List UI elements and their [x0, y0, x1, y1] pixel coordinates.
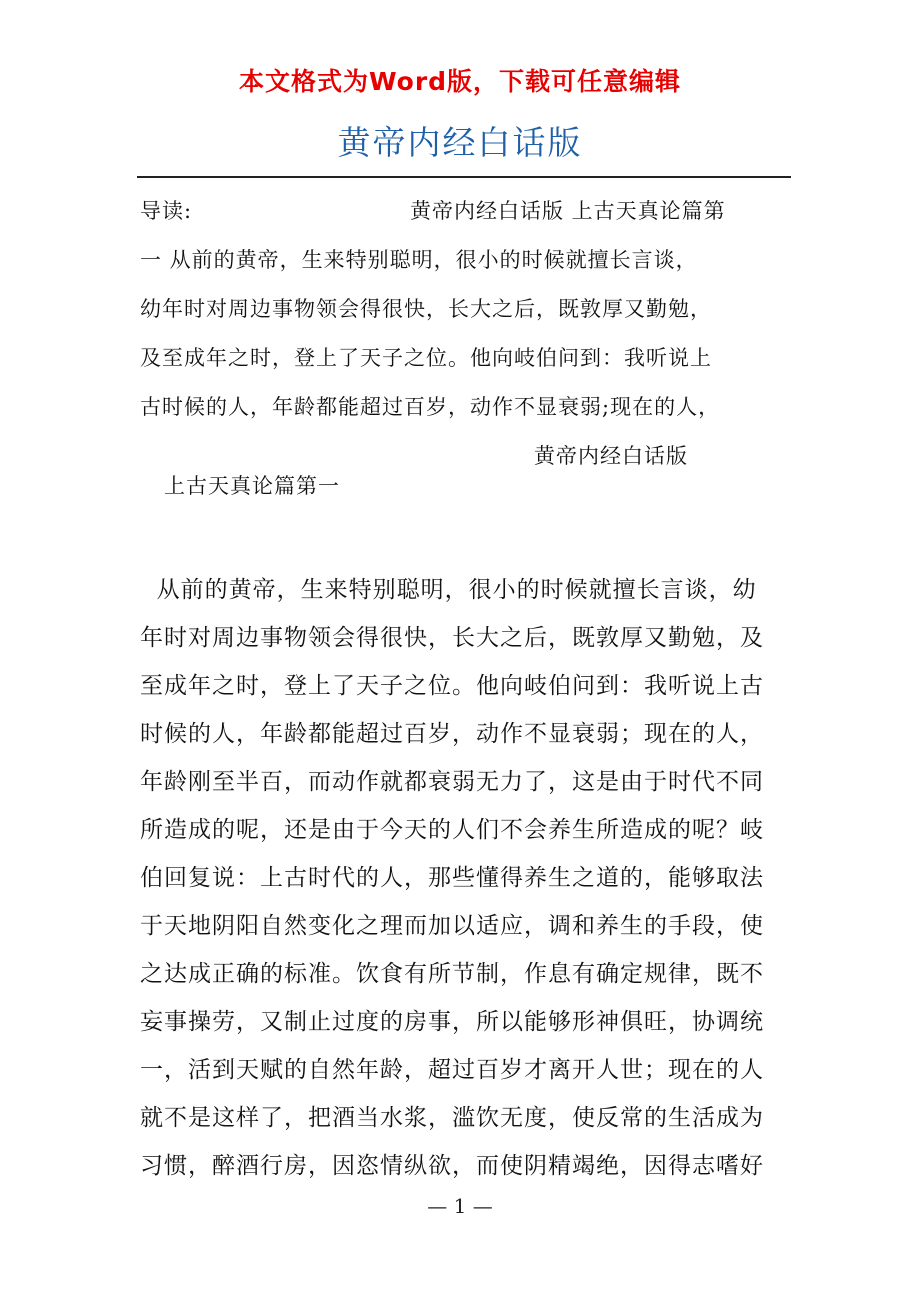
body-line: 从前的黄帝，生来特别聪明，很小的时候就擅长言谈，幼: [140, 577, 757, 603]
body-line: 年时对周边事物领会得很快，长大之后，既敦厚又勤勉，及: [140, 625, 764, 651]
summary-first-line: [140, 187, 786, 236]
page-number: — 1 —: [427, 1194, 493, 1218]
summary-line: 一 从前的黄帝，生来特别聪明，很小的时候就擅长言谈，: [140, 248, 698, 272]
summary-first-line-text: 黄帝内经白话版 上古天真论篇第: [410, 199, 726, 223]
body-line: 于天地阴阳自然变化之理而加以适应，调和养生的手段，使: [140, 913, 764, 939]
summary-line: 及至成年之时，登上了天子之位。他向岐伯问到：我听说上: [140, 346, 712, 370]
body-line: 习惯，醉酒行房，因恣情纵欲，而使阴精竭绝，因得志嗜好: [140, 1153, 764, 1179]
body-line: 伯回复说：上古时代的人，那些懂得养生之道的，能够取法: [140, 865, 764, 891]
body-line: 至成年之时，登上了天子之位。他向岐伯问到：我听说上古: [140, 673, 764, 699]
body-line: 妄事操劳，又制止过度的房事，所以能够形神俱旺，协调统: [140, 1009, 764, 1035]
body-line: 一，活到天赋的自然年龄，超过百岁才离开人世；现在的人: [140, 1057, 764, 1083]
document-title: 黄帝内经白话版: [337, 123, 583, 162]
body-line: 所造成的呢，还是由于今天的人们不会养生所造成的呢？岐: [140, 817, 764, 843]
summary-line: 古时候的人，年龄都能超过百岁，动作不显衰弱;现在的人，: [140, 395, 721, 419]
body-line: 就不是这样了，把酒当水浆，滥饮无度，使反常的生活成为: [140, 1105, 764, 1131]
summary-block: [140, 187, 786, 481]
summary-title-repeat: 黄帝内经白话版: [534, 444, 688, 468]
body-line: 时候的人，年龄都能超过百岁，动作不显衰弱；现在的人，: [140, 721, 764, 747]
body-line: 年龄刚至半百，而动作就都衰弱无力了，这是由于时代不同: [140, 769, 764, 795]
summary-label: 导读:: [140, 199, 193, 223]
title-divider: [137, 176, 791, 178]
body-text: [140, 566, 788, 1190]
body-line: 之达成正确的标准。饮食有所节制，作息有确定规律，既不: [140, 961, 764, 987]
section-heading: 上古天真论篇第一: [164, 474, 340, 498]
download-banner: 本文格式为Word版，下载可任意编辑: [238, 67, 682, 96]
summary-line: 幼年时对周边事物领会得很快，长大之后，既敦厚又勤勉，: [140, 297, 712, 321]
